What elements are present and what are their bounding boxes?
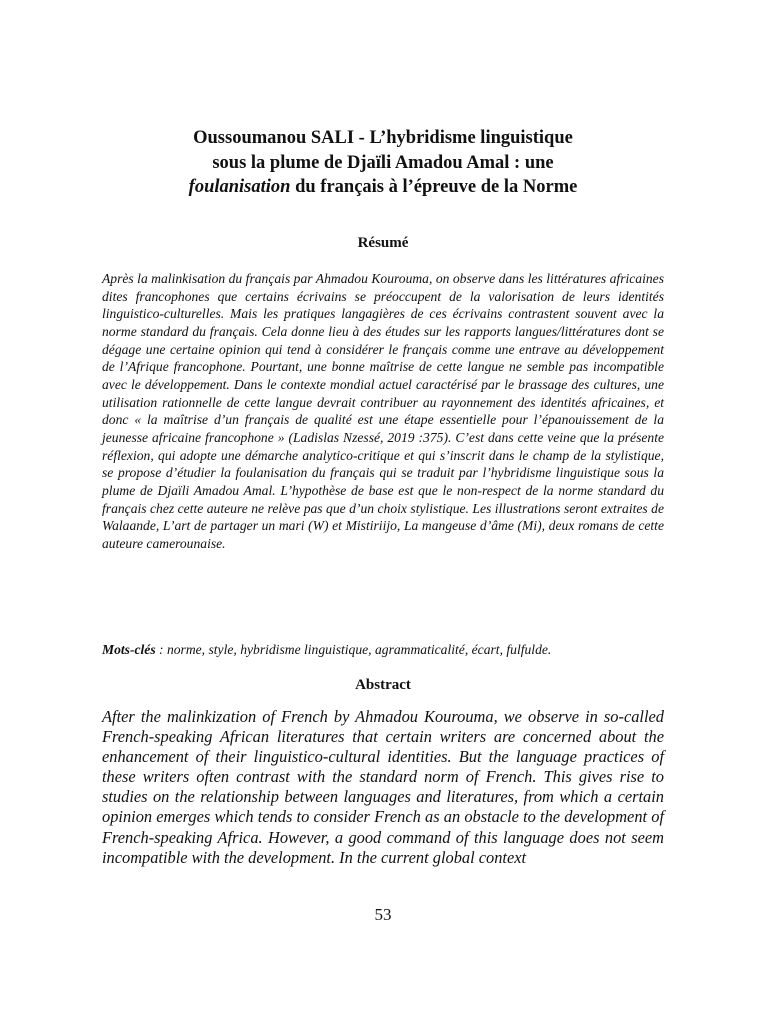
abstract-heading: Abstract (355, 677, 411, 693)
keywords-list: : norme, style, hybridisme linguistique, agrammaticalité, écart, fulfulde. (155, 642, 552, 657)
resume-paragraph: Après la malinkisation du français par Ahmadou Kourouma, on observe dans les littératures africaines dites francophones que certains écrivains se préoccupent de la valorisation de leurs identités linguistico-culturelles. Mais les pratiques langagières de ces écrivains contrastent souvent avec la norme standard du français. Cela donne lieu à des études sur les rapports langues/littératures dont se dégage une certaine opinion qui tend à considérer le français comme une entrave au développement de l’Afrique francophone. Pourtant, une bonne maîtrise de cette langue ne semble pas incompatible avec le développement. Dans le contexte mondial actuel caractérisé par le brassage des cultures, une utilisation rationnelle de cette langue devrait contribuer au rayonnement des identités africaines, et donc « la maîtrise d’un français de qualité est une étape essentielle pour l’épanouissement de la jeunesse africaine francophone » (Ladislas Nzessé, 2019 :375). C’est dans cette veine que la présente réflexion, qui adopte une démarche analytico-critique et qui s’inscrit dans le champ de la stylistique, se propose d’étudier la foulanisation du français qui se traduit par l’hybridisme linguistique sous la plume de Djaïli Amadou Amal. L’hypothèse de base est que le non-respect de la norme standard du français chez cette auteure ne relève pas que d’un choix stylistique. Les illustrations seront extraites de Walaande, L’art de partager un mari (W) et Mistiriijo, La mangeuse d’âme (Mi), deux romans de cette auteure camerounaise. (102, 271, 664, 551)
title-line-2: sous la plume de Djaïli Amadou Amal : une (212, 152, 554, 173)
title-italic-term: foulanisation (188, 177, 291, 197)
article-title (102, 126, 664, 200)
title-line-1: Oussoumanou SALI - L’hybridisme linguistique (193, 128, 573, 148)
title-line-3-rest: du français à l’épreuve de la Norme (290, 177, 578, 197)
title-line-3 (102, 175, 664, 200)
document-page (102, 0, 664, 1024)
abstract-paragraph: After the malinkization of French by Ahmadou Kourouma, we observe in so-called French-speaking African literatures that certain writers are concerned about the enhancement of their linguistico-cultural identities. But the language practices of these writers often contrast with the standard norm of French. This gives rise to studies on the relationship between languages and literatures, from which a certain opinion emerges which tends to consider French as an obstacle to the development of French-speaking Africa. However, a good command of this language does not seem incompatible with the development. In the current global context (102, 707, 664, 867)
keywords (102, 641, 664, 659)
keywords-label: Mots-clés (102, 642, 156, 657)
resume-heading: Résumé (357, 235, 409, 251)
page-number: 53 (374, 905, 392, 924)
